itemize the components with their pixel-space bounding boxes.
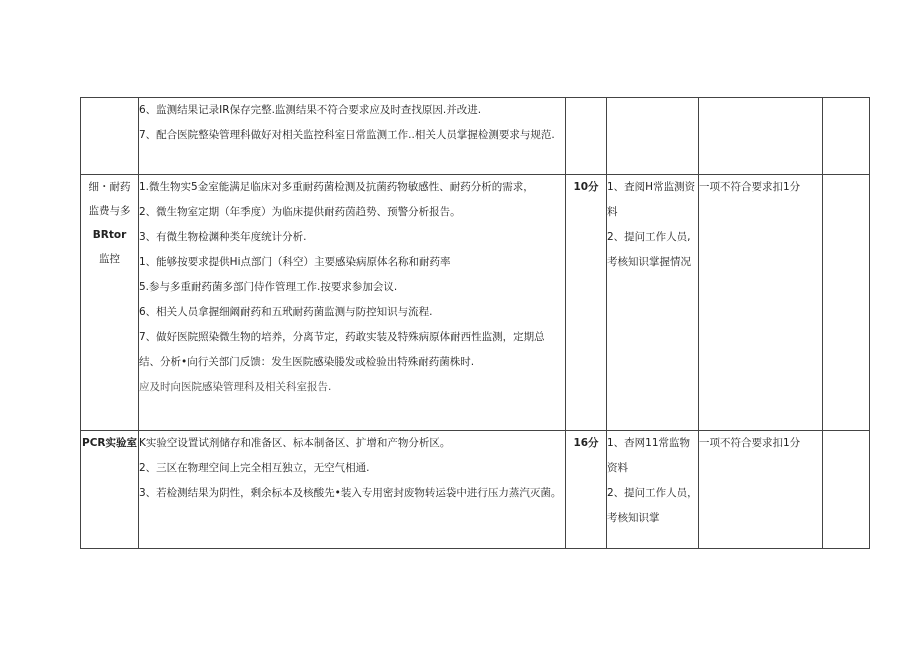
remark-cell [823, 175, 870, 431]
method-item: 1、査阅H常监测资料 [607, 181, 696, 218]
requirement-item: 2、微生物室定期（年季度）为临床提供耐药茵趋势、预警分析报告。 [139, 206, 461, 218]
requirement-item: 5.参与多重耐药菌多部门侍作管理工作.按要求参加会议. [139, 281, 398, 293]
category-label: 细・耐药 [88, 181, 131, 193]
score-cell: 10分 [566, 175, 607, 431]
table-row [81, 175, 870, 431]
score-cell [566, 98, 607, 175]
requirement-item: 3、有微生物检渊种类年度统计分析. [139, 231, 307, 243]
category-cell [81, 175, 139, 431]
deduction-cell: 一项不符合要求扣1分 [699, 431, 823, 549]
requirement-item: 7、做好医院照染微生物的培养，分离节定，药敢实装及特殊病原体耐西性监测，定期总结、分析•向行关部门反馈：发生医院感染媵发或检验出特殊耐药菌株时. [139, 331, 545, 368]
remark-cell [823, 431, 870, 549]
remark-cell [823, 98, 870, 175]
requirements-cell [139, 175, 566, 431]
method-item: 1、杳网11常监物资料 [607, 437, 691, 474]
requirements-cell [139, 431, 566, 549]
deduction-cell [699, 98, 823, 175]
method-item: 2、提问工作人员，考核知识掌 [607, 487, 698, 524]
evaluation-table [80, 97, 870, 549]
method-cell [607, 98, 699, 175]
requirement-item: 1、能够按要求提供Hi点部门（科空）主要感染病原体名称和耐药率 [139, 256, 451, 268]
table-row [81, 98, 870, 175]
deduction-cell: 一项不符合要求扣1分 [699, 175, 823, 431]
requirement-item: 7、配合医院整染管理科做好对相关监控科室日常监测工作..相关人员掌握检测要求与规范. [139, 129, 555, 141]
category-cell [81, 431, 139, 549]
method-cell [607, 175, 699, 431]
category-label: BRtor [92, 229, 127, 241]
category-label: 监费与多 [88, 205, 131, 217]
requirement-item: 6、相关人员拿握细阚耐药和五玳耐药菌监测与防控知识与流程. [139, 306, 433, 318]
requirement-item: 6、监测结果记录IR保存完整.监测结果不符合要求应及时查找原因.并改进. [139, 104, 482, 116]
requirement-item: 3、若检测结果为阴性，剩余标本及核酸先•装入专用密封废物转运袋中进行压力蒸汽灭菌。 [139, 487, 562, 499]
score-cell: 16分 [566, 431, 607, 549]
category-label: 监控 [99, 253, 120, 265]
category-label: PCR实验室 [82, 437, 137, 449]
requirements-cell [139, 98, 566, 175]
method-item: 2、提问工作人员,考核知识掌握情况 [607, 231, 691, 268]
requirement-item: K实验空设置试剂储存和准备区、标本制备区、扩增和产物分析区。 [139, 437, 451, 449]
category-cell [81, 98, 139, 175]
requirement-item: 2、三区在物理空间上完全相互独立，无空气相通. [139, 462, 370, 474]
table-row [81, 431, 870, 549]
requirement-item: 1.微生物实5金室能满足临床对多重耐药菌检测及抗菌药物敏感性、耐药分析的需求， [139, 181, 534, 193]
method-cell [607, 431, 699, 549]
requirement-item: 应及时向医院感染管理科及相关科室报告. [139, 381, 332, 393]
